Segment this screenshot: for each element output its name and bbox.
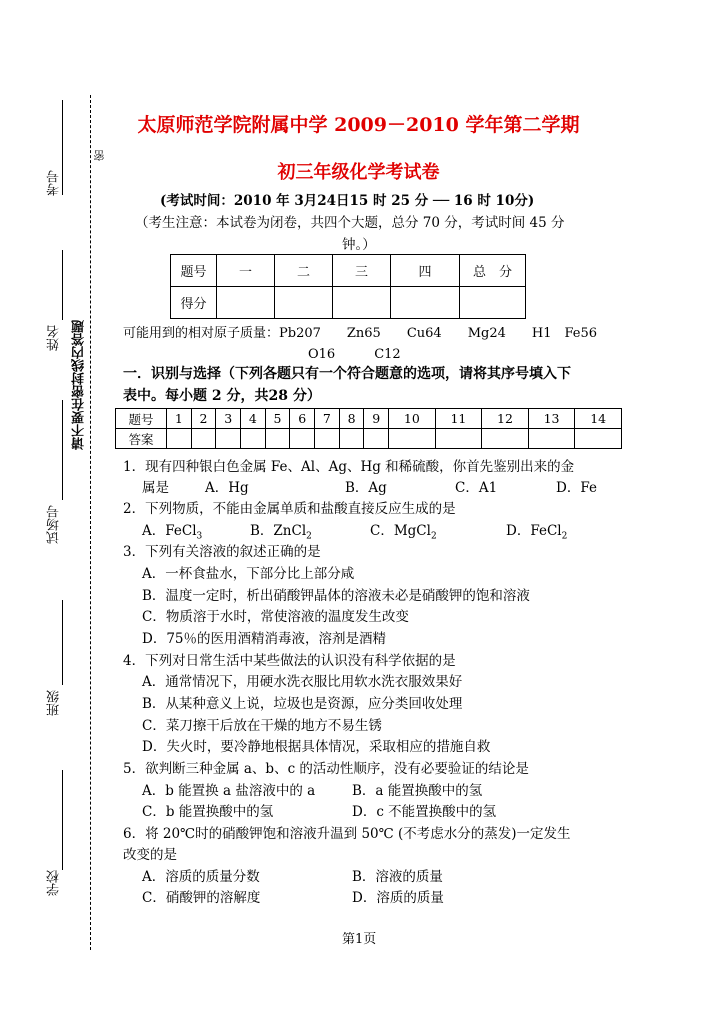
score-cell[interactable]: [275, 287, 333, 319]
q3-option-a: A．一杯食盐水，下部分比上部分咸: [142, 566, 355, 582]
section1-heading-2: 表中。每小题 2 分，共28 分）: [123, 388, 321, 404]
score-header: 题号: [171, 255, 217, 287]
q4-option-d: D．失火时，要冷静地根据具体情况，采取相应的措施自救: [142, 739, 491, 755]
q4-option-b: B．从某种意义上说，垃圾也是资源，应分类回收处理: [142, 696, 463, 712]
answer-cell-5[interactable]: [265, 429, 290, 449]
q3-option-b: B．温度一定时，析出硝酸钾晶体的溶液未必是硝酸钾的饱和溶液: [142, 588, 530, 604]
exam-notice-1: （考生注意：本试卷为闭卷，共四个大题，总分 70 分，考试时间 45 分: [135, 215, 565, 231]
answer-number-4: 4: [241, 409, 266, 429]
q2-option-b: [250, 519, 312, 542]
q6-option-c: C．硝酸钾的溶解度: [142, 890, 261, 906]
score-cell[interactable]: [217, 287, 275, 319]
margin-banji: 班级: [47, 690, 62, 716]
exam-notice-2: 钟。）: [342, 237, 376, 253]
score-cell[interactable]: [333, 287, 391, 319]
answer-cell-12[interactable]: [482, 429, 529, 449]
q4-option-c: C．菜刀擦干后放在干燥的地方不易生锈: [142, 718, 382, 734]
question-1: 1．现有四种银白色金属 Fe、Al、Ag、Hg 和稀硫酸，你首先鉴别出来的金: [123, 459, 575, 475]
score-header: 四: [391, 255, 460, 287]
score-cell[interactable]: [460, 287, 526, 319]
exam-subtitle: 初三年级化学考试卷: [277, 162, 440, 183]
q2-option-a-text: A．FeCl: [142, 523, 197, 539]
answer-cell-1[interactable]: [167, 429, 192, 449]
q5-option-c: C．b 能置换酸中的氢: [142, 804, 274, 820]
q2-option-d: [506, 519, 567, 542]
question-6-cont: 改变的是: [123, 847, 177, 863]
q4-option-a: A．通常情况下，用硬水洗衣服比用软水洗衣服效果好: [142, 674, 463, 690]
q2-option-d-text: D．FeCl: [506, 523, 562, 539]
q5-option-b: B．a 能置换酸中的氢: [352, 783, 483, 799]
margin-xuexiao: 学校: [47, 870, 62, 896]
answer-cell-9[interactable]: [364, 429, 389, 449]
q6-option-b: B．溶液的质量: [352, 869, 443, 885]
q2-option-d-sub: 2: [561, 531, 568, 542]
answer-cell-7[interactable]: [315, 429, 340, 449]
margin-line-2: [62, 250, 63, 320]
q3-option-c: C．物质溶于水时，常使溶液的温度发生改变: [142, 609, 409, 625]
margin-line-5: [62, 770, 63, 870]
exam-time: (考试时间：2010 年 3月24日15 时 25 分 ── 16 时 10分): [160, 193, 535, 209]
q5-option-d: D．c 不能置换酸中的氢: [352, 804, 497, 820]
q1-option-b: B．Ag: [345, 480, 387, 496]
answer-row-label: 答案: [116, 429, 167, 449]
answer-number-9: 9: [364, 409, 389, 429]
question-4: 4．下列对日常生活中某些做法的认识没有科学依据的是: [123, 653, 456, 669]
answer-number-13: 13: [528, 409, 575, 429]
margin-line-3: [62, 400, 63, 500]
answer-number-11: 11: [435, 409, 482, 429]
q2-option-a-sub: 3: [196, 531, 203, 542]
answer-cell-3[interactable]: [216, 429, 241, 449]
answer-number-2: 2: [191, 409, 216, 429]
q1-option-d: D．Fe: [556, 480, 597, 496]
answer-number-12: 12: [482, 409, 529, 429]
question-3: 3．下列有关溶液的叙述正确的是: [123, 544, 321, 560]
q2-option-c: [370, 519, 437, 542]
question-6: 6．将 20℃时的硝酸钾饱和溶液升温到 50℃ (不考虑水分的蒸发)一定发生: [123, 826, 571, 842]
score-header: 二: [275, 255, 333, 287]
answer-number-5: 5: [265, 409, 290, 429]
score-table: [170, 254, 526, 319]
answer-cell-13[interactable]: [528, 429, 575, 449]
score-row-label: 得分: [171, 287, 217, 319]
answer-header-label: 题号: [116, 409, 167, 429]
margin-warning: 请不要在密封线内答题: [72, 320, 87, 450]
q2-option-b-sub: 2: [306, 531, 312, 542]
score-header: 总 分: [460, 255, 526, 287]
answer-number-6: 6: [290, 409, 315, 429]
q6-option-a: A．溶质的质量分数: [142, 869, 260, 885]
answer-cell-6[interactable]: [290, 429, 315, 449]
answer-cell-11[interactable]: [435, 429, 482, 449]
answer-number-8: 8: [339, 409, 364, 429]
margin-kaohao: 考号: [47, 170, 62, 196]
question-2: 2．下列物质，不能由金属单质和盐酸直接反应生成的是: [123, 501, 456, 517]
question-1-cont: 属是: [142, 480, 169, 496]
q2-option-c-text: C．MgCl: [370, 523, 431, 539]
answer-cell-14[interactable]: [575, 429, 622, 449]
section1-heading-1: 一．识别与选择（下列各题只有一个符合题意的选项，请将其序号填入下: [123, 366, 571, 382]
margin-shichang: 试场号: [47, 505, 62, 544]
answer-cell-4[interactable]: [241, 429, 266, 449]
answer-table: [115, 408, 622, 449]
q1-option-a: A．Hg: [205, 480, 249, 496]
q2-option-c-sub: 2: [430, 531, 437, 542]
score-cell[interactable]: [391, 287, 460, 319]
answer-cell-2[interactable]: [191, 429, 216, 449]
answer-cell-10[interactable]: [389, 429, 436, 449]
question-5: 5．欲判断三种金属 a、b、c 的活动性顺序，没有必要验证的结论是: [123, 761, 529, 777]
margin-xingming: 姓名: [47, 325, 62, 351]
seal-dashed-line: [90, 95, 91, 950]
score-header: 三: [333, 255, 391, 287]
q6-option-d: D．溶质的质量: [352, 890, 444, 906]
q5-option-a: A．b 能置换 a 盐溶液中的 a: [142, 783, 316, 799]
atomic-mass-line-2: O16 C12: [308, 347, 401, 362]
answer-cell-8[interactable]: [339, 429, 364, 449]
page-number: 第1页: [342, 932, 377, 947]
answer-number-7: 7: [315, 409, 340, 429]
exam-title: 太原师范学院附属中学 2009－2010 学年第二学期: [137, 114, 580, 136]
score-header: 一: [217, 255, 275, 287]
atomic-mass-line-1: 可能用到的相对原子质量：Pb207 Zn65 Cu64 Mg24 H1 Fe56: [123, 326, 598, 341]
q2-option-b-text: B．ZnCl: [250, 523, 307, 539]
q2-option-a: [142, 519, 202, 542]
margin-mi: 密: [93, 150, 106, 161]
answer-number-14: 14: [575, 409, 622, 429]
q1-option-c: C．A1: [455, 480, 498, 496]
answer-number-3: 3: [216, 409, 241, 429]
answer-number-10: 10: [389, 409, 436, 429]
margin-line-4: [62, 600, 63, 685]
answer-number-1: 1: [167, 409, 192, 429]
q3-option-d: D．75％的医用酒精消毒液，溶剂是酒精: [142, 631, 387, 647]
